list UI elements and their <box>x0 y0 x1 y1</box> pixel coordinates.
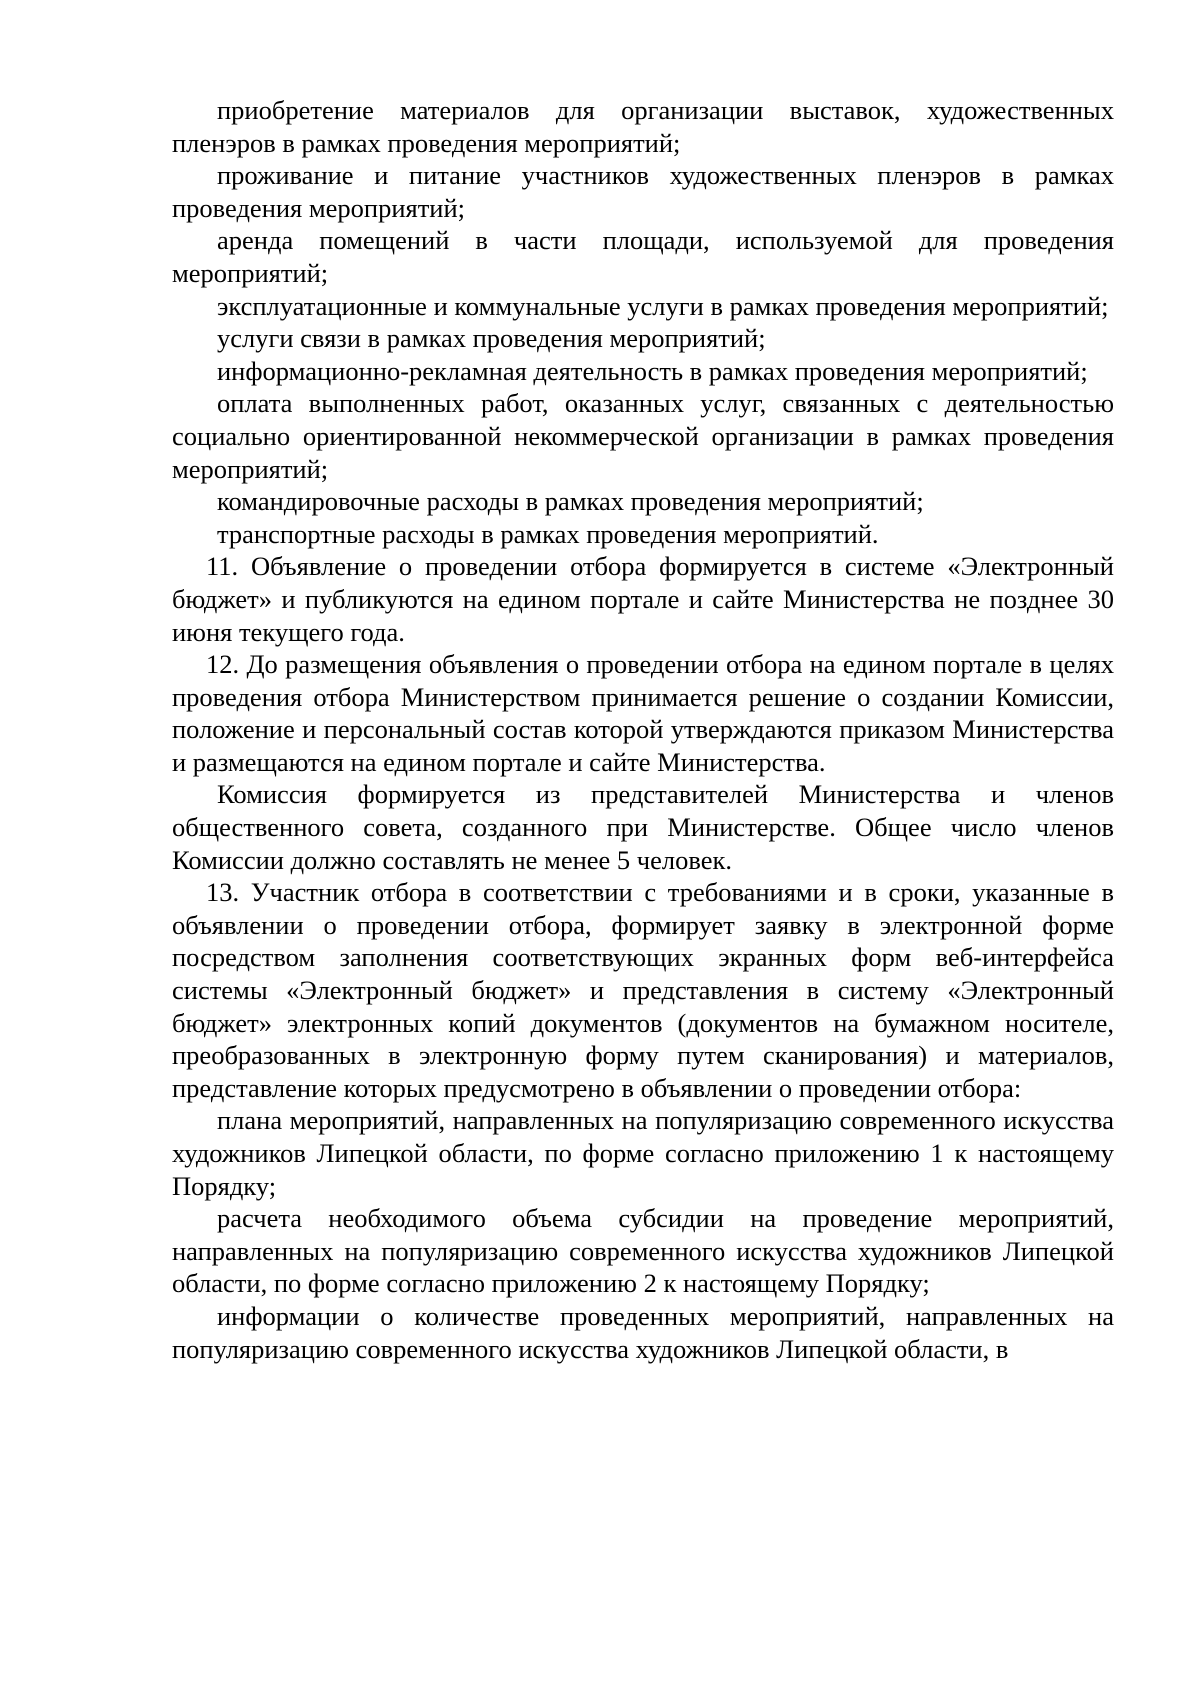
paragraph-item-12: 12. До размещения объявления о проведении отбора на едином портале в целях проведения отбора Министерством принимается решение о создании Комиссии, положение и персональный состав которой утверждаются приказом Министерства и размещаются на едином портале и сайте Министерства. <box>172 649 1114 777</box>
paragraph-item-13: 13. Участник отбора в соответствии с требованиями и в сроки, указанные в объявлении о проведении отбора, формирует заявку в электронной форме посредством заполнения соответствующих экранных форм веб-интерфейса системы «Электронный бюджет» и представления в систему «Электронный бюджет» электронных копий документов (документов на бумажном носителе, преобразованных в электронную форму путем сканирования) и материалов, представление которых предусмотрено в объявлении о проведении отбора: <box>172 877 1114 1103</box>
paragraph-rent: аренда помещений в части площади, используемой для проведения мероприятий; <box>172 225 1114 288</box>
paragraph-communication: услуги связи в рамках проведения мероприятий; <box>217 323 766 354</box>
paragraph-payment: оплата выполненных работ, оказанных услуг, связанных с деятельностью социально ориентированной некоммерческой организации в рамках проведения мероприятий; <box>172 388 1114 484</box>
paragraph-transport: транспортные расходы в рамках проведения мероприятий. <box>217 518 879 549</box>
paragraph-utilities: эксплуатационные и коммунальные услуги в рамках проведения мероприятий; <box>217 290 1109 321</box>
paragraph-commission: Комиссия формируется из представителей Министерства и членов общественного совета, созданного при Министерстве. Общее число членов Комиссии должно составлять не менее 5 человек. <box>172 779 1114 875</box>
paragraph-advertising: информационно-рекламная деятельность в рамках проведения мероприятий; <box>217 355 1088 386</box>
paragraph-materials: приобретение материалов для организации выставок, художественных пленэров в рамках проведения мероприятий; <box>172 95 1114 158</box>
paragraph-travel: командировочные расходы в рамках проведения мероприятий; <box>217 486 924 517</box>
document-page <box>172 94 1114 1365</box>
paragraph-item-11: 11. Объявление о проведении отбора формируется в системе «Электронный бюджет» и публикуются на едином портале и сайте Министерства не позднее 30 июня текущего года. <box>172 551 1114 647</box>
paragraph-subsidy-calculation: расчета необходимого объема субсидии на проведение мероприятий, направленных на популяризацию современного искусства художников Липецкой области, по форме согласно приложению 2 к настоящему Порядку; <box>172 1203 1114 1299</box>
paragraph-event-plan: плана мероприятий, направленных на популяризацию современного искусства художников Липецкой области, по форме согласно приложению 1 к настоящему Порядку; <box>172 1105 1114 1201</box>
paragraph-accommodation: проживание и питание участников художественных пленэров в рамках проведения мероприятий; <box>172 160 1114 223</box>
paragraph-events-info: информации о количестве проведенных мероприятий, направленных на популяризацию современного искусства художников Липецкой области, в <box>172 1300 1114 1364</box>
